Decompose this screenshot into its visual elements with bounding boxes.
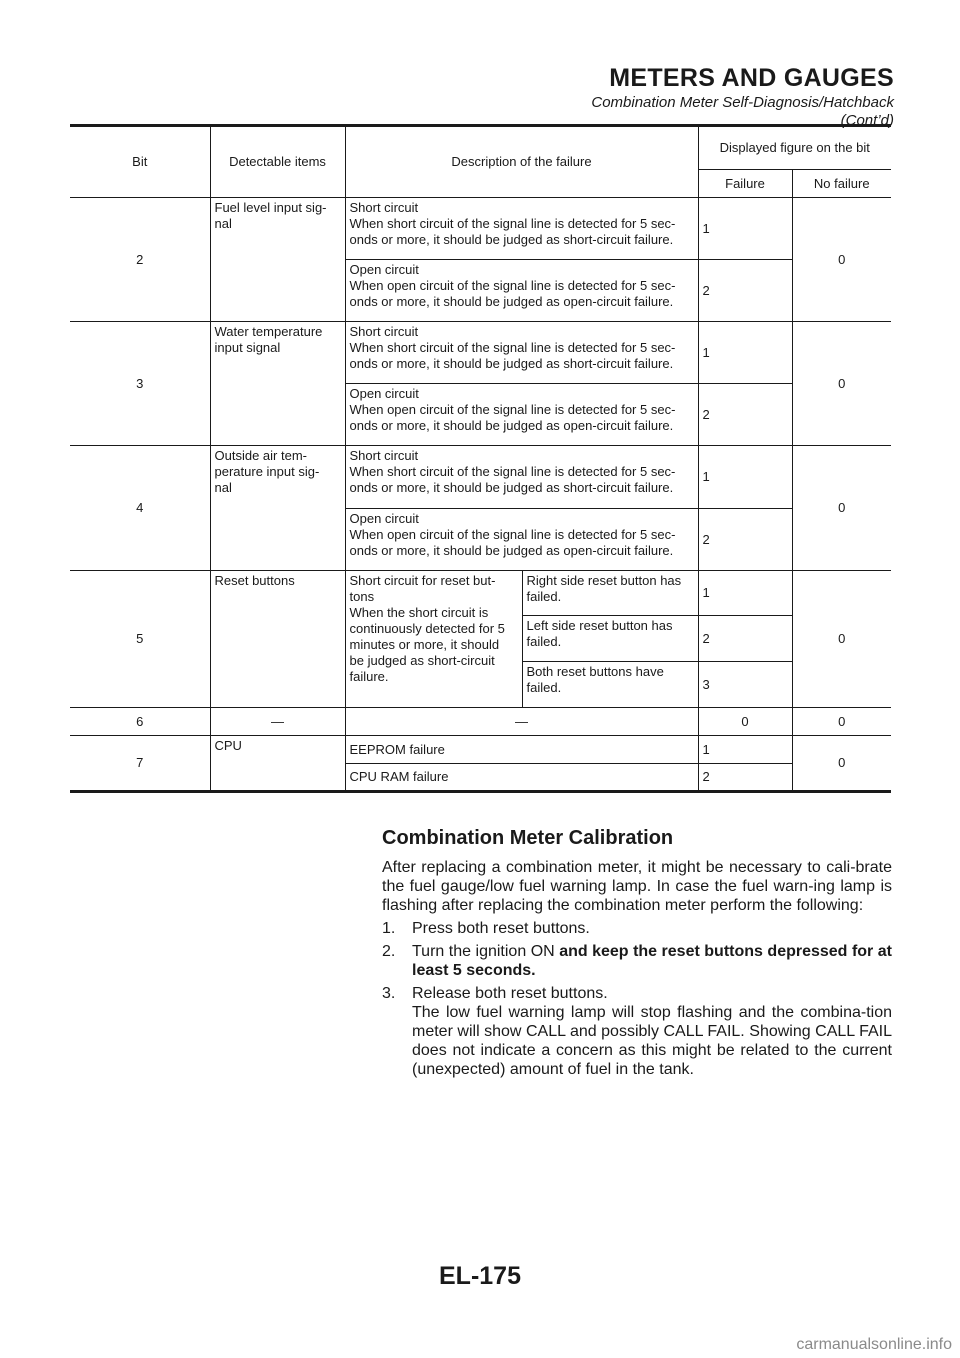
page-number: EL-175 <box>439 1262 521 1290</box>
header-no-failure: No failure <box>792 170 891 198</box>
step-text: Turn the ignition ON <box>412 943 555 960</box>
table-cell-bit: 3 <box>70 322 210 446</box>
table-cell-subdesc: Right side reset button has failed. <box>522 571 698 616</box>
self-diagnosis-table <box>70 124 891 793</box>
step-note: The low fuel warning lamp will stop flashing and the combina-tion meter will show CALL and possibly CALL FAIL. Showing CALL FAIL does not indicate a concern as this might be related to the current (unexpected) amount of fuel in the tank. <box>412 1004 892 1078</box>
table-cell-desc: EEPROM failure <box>345 736 698 764</box>
table-cell-no-failure: 0 <box>792 736 891 792</box>
table-cell-failure: 3 <box>698 662 792 708</box>
table-cell-failure: 2 <box>698 509 792 571</box>
step-emphasis: and keep the reset buttons depressed for at least 5 seconds. <box>412 943 892 979</box>
table-cell-item: — <box>210 708 345 736</box>
table-cell-item: Outside air tem- perature input sig- nal <box>210 446 345 571</box>
step-number: 1. <box>382 920 396 937</box>
table-cell-no-failure: 0 <box>792 571 891 708</box>
table-cell-desc: Open circuit When open circuit of the signal line is detected for 5 sec- onds or more, it should be judged as open-circuit failure. <box>345 509 698 571</box>
table-cell-no-failure: 0 <box>792 198 891 322</box>
table-cell-item: CPU <box>210 736 345 792</box>
calibration-intro: After replacing a combination meter, it might be necessary to cali-brate the fuel gauge/low fuel warning lamp. In case the fuel warn-ing lamp is flashing after replacing the combination meter perform the following: <box>382 859 892 914</box>
header-displayed-figure: Displayed figure on the bit <box>698 126 891 170</box>
table-cell-subdesc: Both reset buttons have failed. <box>522 662 698 708</box>
table-cell-desc: Short circuit for reset but- tons When the short circuit is continuously detected for 5 minutes or more, it should be judged as short-circuit failure. <box>345 571 522 708</box>
table-cell-failure: 0 <box>698 708 792 736</box>
step-number: 2. <box>382 943 396 960</box>
table-cell-desc: Short circuit When short circuit of the signal line is detected for 5 sec- onds or more, it should be judged as short-circuit failure. <box>345 322 698 384</box>
table-cell-failure: 1 <box>698 446 792 509</box>
step-item <box>382 942 892 980</box>
header-description: Description of the failure <box>345 126 698 198</box>
table-cell-failure: 2 <box>698 616 792 662</box>
table-cell-bit: 4 <box>70 446 210 571</box>
step-text: Press both reset buttons. <box>412 920 590 937</box>
table-cell-bit: 5 <box>70 571 210 708</box>
table-cell-failure: 2 <box>698 384 792 446</box>
table-cell-subdesc: Left side reset button has failed. <box>522 616 698 662</box>
header-detectable-items: Detectable items <box>210 126 345 198</box>
step-text: Release both reset buttons. <box>412 985 608 1002</box>
step-item <box>382 984 892 1079</box>
step-item <box>382 919 892 938</box>
header-failure: Failure <box>698 170 792 198</box>
table-cell-failure: 1 <box>698 571 792 616</box>
table-cell-bit: 7 <box>70 736 210 792</box>
table-cell-failure: 2 <box>698 764 792 792</box>
table-cell-failure: 1 <box>698 322 792 384</box>
table-cell-desc: CPU RAM failure <box>345 764 698 792</box>
watermark: carmanualsonline.info <box>796 1336 952 1353</box>
table-cell-bit: 2 <box>70 198 210 322</box>
table-cell-failure: 1 <box>698 198 792 260</box>
table-cell-desc: — <box>345 708 698 736</box>
page-header <box>538 64 894 130</box>
section-subtitle: Combination Meter Self-Diagnosis/Hatchback (Cont’d) <box>591 94 894 129</box>
table-cell-item: Fuel level input sig- nal <box>210 198 345 322</box>
step-number: 3. <box>382 985 396 1002</box>
section-title: METERS AND GAUGES <box>609 64 894 92</box>
calibration-steps <box>382 919 892 1079</box>
table-cell-desc: Open circuit When open circuit of the signal line is detected for 5 sec- onds or more, it should be judged as open-circuit failure. <box>345 260 698 322</box>
table-cell-desc: Short circuit When short circuit of the signal line is detected for 5 sec- onds or more, it should be judged as short-circuit failure. <box>345 446 698 509</box>
table-cell-desc: Short circuit When short circuit of the signal line is detected for 5 sec- onds or more, it should be judged as short-circuit failure. <box>345 198 698 260</box>
table-cell-no-failure: 0 <box>792 322 891 446</box>
table-cell-no-failure: 0 <box>792 446 891 571</box>
calibration-title: Combination Meter Calibration <box>382 827 674 849</box>
table-cell-desc: Open circuit When open circuit of the signal line is detected for 5 sec- onds or more, it should be judged as open-circuit failure. <box>345 384 698 446</box>
header-bit: Bit <box>70 126 210 198</box>
calibration-section <box>382 826 892 1083</box>
table-cell-item: Water temperature input signal <box>210 322 345 446</box>
table-cell-failure: 1 <box>698 736 792 764</box>
table-cell-item: Reset buttons <box>210 571 345 708</box>
table-cell-bit: 6 <box>70 708 210 736</box>
table-cell-failure: 2 <box>698 260 792 322</box>
table-cell-no-failure: 0 <box>792 708 891 736</box>
